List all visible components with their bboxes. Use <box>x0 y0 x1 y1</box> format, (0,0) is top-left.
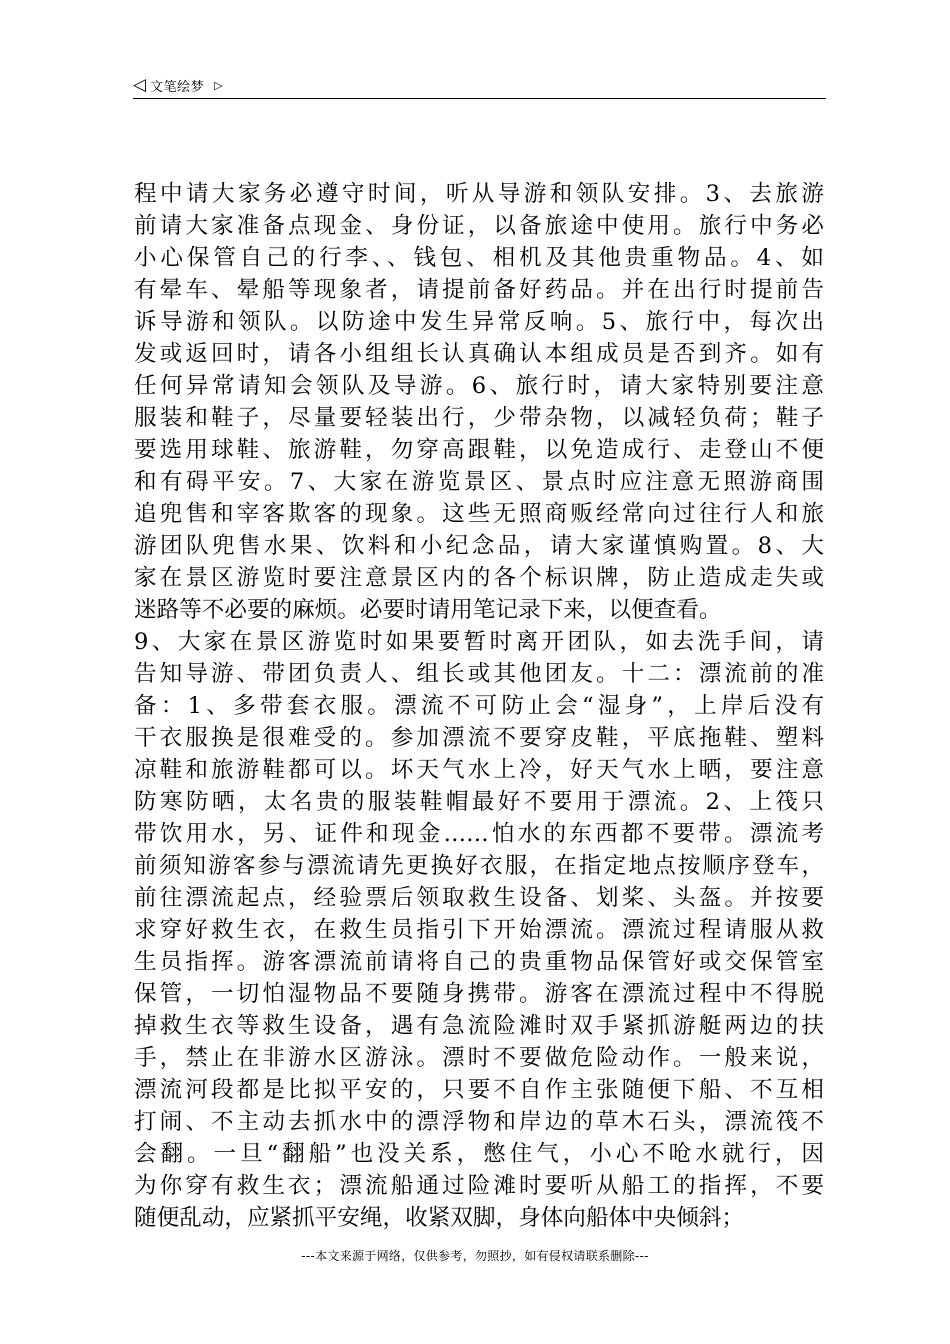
text-line: 防寒防晒，太名贵的服装鞋帽最好不要用于漂流。2、上筏只 <box>134 789 824 815</box>
text-line: 要选用球鞋、旅游鞋，勿穿高跟鞋，以免造成行、走登山不便 <box>134 437 824 463</box>
text-line: 游团队兜售水果、饮料和小纪念品，请大家谨慎购置。8、大 <box>134 533 824 559</box>
text-line: 迷路等不必要的麻烦。必要时请用笔记录下来，以便查看。 <box>134 597 722 623</box>
text-line: 追兜售和宰客欺客的现象。这些无照商贩经常向过往行人和旅 <box>134 501 824 527</box>
text-line: 为你穿有救生衣；漂流船通过险滩时要听从船工的指挥，不要 <box>134 1173 824 1199</box>
text-line: 会翻。一旦“翻船”也没关系，憋住气，小心不呛水就行，因 <box>134 1141 824 1167</box>
text-line: 前须知游客参与漂流请先更换好衣服，在指定地点按顺序登车， <box>134 853 824 879</box>
text-line: 9、大家在景区游览时如果要暂时离开团队，如去洗手间，请 <box>134 629 824 655</box>
text-line: 告知导游、带团负责人、组长或其他团友。十二：漂流前的准 <box>134 661 824 687</box>
text-line: 生员指挥。游客漂流前请将自己的贵重物品保管好或交保管室 <box>134 949 824 975</box>
text-line: 程中请大家务必遵守时间，听从导游和领队安排。3、去旅游 <box>134 181 824 207</box>
text-line: 前请大家准备点现金、身份证，以备旅途中使用。旅行中务必 <box>134 213 824 239</box>
text-line: 备：1、多带套衣服。漂流不可防止会“湿身”，上岸后没有 <box>134 693 824 719</box>
text-line: 凉鞋和旅游鞋都可以。坏天气水上冷，好天气水上晒，要注意 <box>134 757 824 783</box>
text-line: 随便乱动，应紧抓平安绳，收紧双脚，身体向船体中央倾斜； <box>134 1205 745 1231</box>
page-footer: ---本文来源于网络，仅供参考，勿照抄，如有侵权请联系删除--- <box>301 1249 649 1263</box>
text-line: 小心保管自己的行李、、钱包、相机及其他贵重物品。4、如 <box>134 245 824 271</box>
page-header <box>133 72 223 98</box>
text-line: 保管，一切怕湿物品不要随身携带。游客在漂流过程中不得脱 <box>134 981 824 1007</box>
document-body <box>134 178 824 1234</box>
text-line: 任何异常请知会领队及导游。6、旅行时，请大家特别要注意 <box>134 373 824 399</box>
text-line: 诉导游和领队。以防途中发生异常反响。5、旅行中，每次出 <box>134 309 824 335</box>
text-line: 漂流河段都是比拟平安的，只要不自作主张随便下船、不互相 <box>134 1077 824 1103</box>
header-divider <box>133 98 826 99</box>
text-line: 手，禁止在非游水区游泳。漂时不要做危险动作。一般来说， <box>134 1045 824 1071</box>
header-brand: 文笔绘梦 <box>150 79 205 95</box>
text-line: 有晕车、晕船等现象者，请提前备好药品。并在出行时提前告 <box>134 277 824 303</box>
text-line: 服装和鞋子，尽量要轻装出行，少带杂物，以减轻负荷；鞋子 <box>134 405 824 431</box>
text-line: 打闹、不主动去抓水中的漂浮物和岸边的草木石头，漂流筏不 <box>134 1109 824 1135</box>
triangle-left-icon: ◁ <box>133 74 147 95</box>
text-line: 和有碍平安。7、大家在游览景区、景点时应注意无照游商围 <box>134 469 824 495</box>
text-line: 掉救生衣等救生设备，遇有急流险滩时双手紧抓游艇两边的扶 <box>134 1013 824 1039</box>
text-line: 前往漂流起点，经验票后领取救生设备、划桨、头盔。并按要 <box>134 885 824 911</box>
text-line: 求穿好救生衣，在救生员指引下开始漂流。漂流过程请服从救 <box>134 917 824 943</box>
text-line: 发或返回时，请各小组组长认真确认本组成员是否到齐。如有 <box>134 341 824 367</box>
text-line: 干衣服换是很难受的。参加漂流不要穿皮鞋，平底拖鞋、塑料 <box>134 725 824 751</box>
triangle-right-icon: ▷ <box>214 78 223 92</box>
text-line: 家在景区游览时要注意景区内的各个标识牌，防止造成走失或 <box>134 565 824 591</box>
text-line: 带饮用水，另、证件和现金……怕水的东西都不要带。漂流考 <box>134 821 824 847</box>
